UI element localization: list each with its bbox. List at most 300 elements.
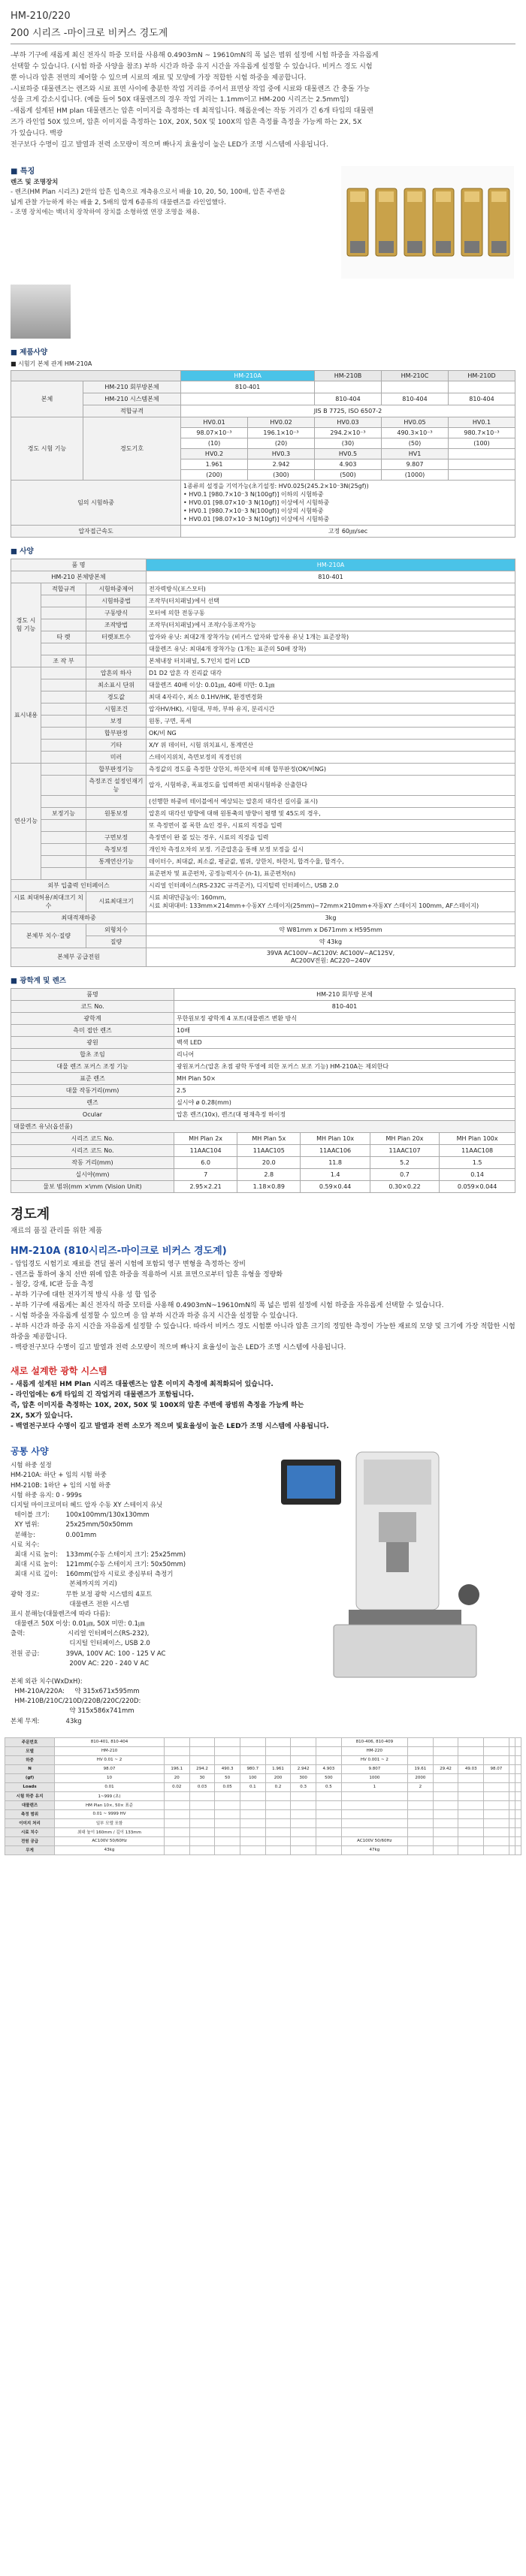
spec2-sub <box>86 655 147 667</box>
bottom-cell <box>316 1818 342 1827</box>
spec1-load-extra-line: • HV0.1 [980.7×10⁻3 N(100gf)] 이하의 시험하중 <box>183 490 324 498</box>
bottom-cell <box>408 1809 434 1818</box>
spec2-power-line: 39VA AC100V~AC120V: AC100V~AC125V, <box>266 949 395 957</box>
spec2-value: 측정면이 완 볼 있는 경우, 시료의 직경을 입력 <box>147 831 515 843</box>
bottom-cell <box>316 1737 342 1746</box>
common-spec-line: HM-210B: 1하단 + 임의 시험 하중 <box>11 1481 111 1490</box>
bottom-cell <box>515 1755 521 1764</box>
spec1-row-value: 810-401 <box>181 381 315 393</box>
spec2-value: 압자와 유닛: 최대2개 장착가능 (비커스 압자와 압자용 유닛 1개는 표준장착) <box>147 631 515 643</box>
new-optics-list <box>11 1380 515 1433</box>
bottom-cell <box>484 1845 509 1854</box>
section-spec-label: ■ 사양 <box>11 547 34 556</box>
bottom-cell <box>433 1845 458 1854</box>
bottom-cell: 196.1 <box>164 1764 189 1773</box>
bottom-cell: 98.07 <box>484 1764 509 1773</box>
big-subtitle: 재료의 품질 관리를 위한 제품 <box>11 1226 103 1235</box>
spec1-load-n2: 9.807 <box>382 459 449 469</box>
optics-lens-code-cell: 11AAC107 <box>370 1144 439 1156</box>
spec2-sub: 시험조건 <box>86 703 147 715</box>
spec2-key <box>41 867 86 879</box>
optics-key: Ocular <box>11 1108 174 1120</box>
spec2-key <box>41 643 86 655</box>
optics-fov-cell: 0.14 <box>440 1168 515 1180</box>
header-model: HM-210/220 <box>11 11 71 22</box>
optics-fov-label: 실시야(mm) <box>11 1168 174 1180</box>
spec1-side-any: 임의 시험하중 <box>11 480 181 525</box>
spec2-sub: 최소표시 단위 <box>86 679 147 691</box>
spec2-key: 조 작 부 <box>41 655 86 667</box>
common-spec-line: 최대 시료 높이: 133mm(수동 스테이지 크기: 25x25mm) <box>11 1550 186 1559</box>
bottom-cell: 0.3 <box>291 1782 316 1791</box>
spec1-row-value: 810-404 <box>382 393 449 405</box>
spec2-key <box>41 739 86 751</box>
bottom-cell: 대물렌즈 <box>5 1800 55 1809</box>
intro-line: 선택할 수 있습니다. (시험 하중 사양을 참조) 부하 시간과 하중 유지 시간을 자유롭게 설정할 수 있습니다. 비커스 경도 시험 <box>11 62 373 71</box>
spec2-key <box>41 619 86 631</box>
spec1-load-extra-line: • HV0.01 [98.07×10⁻3 N(10gf)] 이상에서 시험하중 <box>183 515 330 523</box>
bottom-cell <box>515 1764 521 1773</box>
bottom-cell <box>509 1845 515 1854</box>
bottom-cell <box>265 1800 291 1809</box>
spec2-key <box>41 819 86 831</box>
bottom-cell <box>316 1827 342 1836</box>
spec2-sub: 통계연산기능 <box>86 855 147 867</box>
bottom-cell <box>408 1836 434 1845</box>
bottom-cell <box>265 1755 291 1764</box>
bottom-cell <box>215 1809 240 1818</box>
bottom-cell <box>484 1800 509 1809</box>
bottom-cell <box>341 1800 407 1809</box>
spec2-sub <box>86 795 147 807</box>
bottom-cell <box>215 1737 240 1746</box>
bottom-cell <box>341 1791 407 1800</box>
bottom-cell <box>509 1773 515 1782</box>
bottom-cell: 측정 범위 <box>5 1809 55 1818</box>
bottom-cell <box>433 1791 458 1800</box>
bottom-cell <box>189 1818 215 1827</box>
common-spec-line: 디지털 마이크로미터 헤드 압자 수동 XY 스테이지 유닛 <box>11 1502 163 1509</box>
spec1-model: HM-210A <box>181 370 315 381</box>
spec2-value: 조작부(터치패널)에서 조작/수동조작가능 <box>147 619 515 631</box>
bottom-cell <box>458 1737 484 1746</box>
bottom-cell: 주문번호 <box>5 1737 55 1746</box>
common-spec-line: 시료 치수: <box>11 1541 40 1549</box>
bottom-cell: 20 <box>164 1773 189 1782</box>
spec2-load-label: 최대적재하중 <box>11 911 147 923</box>
spec2-value: (선행한 하중비 테이블에서 예상되는 압흔의 대각선 길이를 표시) <box>147 795 515 807</box>
spec2-value: 전자력방식(포스모터) <box>147 583 515 595</box>
optics-lens-col-cell: MH Plan 10x <box>301 1132 370 1144</box>
spec2-value: 본체내장 터치패널, 5.7인치 컬러 LCD <box>147 655 515 667</box>
spec2-key <box>41 775 86 795</box>
bottom-cell <box>408 1845 434 1854</box>
bottom-cell: 이미지 처리 <box>5 1818 55 1827</box>
bottom-cell <box>515 1800 521 1809</box>
bottom-cell <box>215 1791 240 1800</box>
optics-vv-cell: 0.59×0.44 <box>301 1180 370 1192</box>
optics-wd-cell: 1.5 <box>440 1156 515 1168</box>
spec1-load-col2: HV0.2 <box>181 448 248 459</box>
bottom-cell: 시료 치수 <box>5 1827 55 1836</box>
spec2-sub: 시험하중법 <box>86 595 147 607</box>
spec2-value: 측정값의 경도를 측정한 상한치, 하한치에 의해 합부판정(OK/비NG) <box>147 763 515 775</box>
section-optics-label: ■ 광학계 및 렌즈 <box>11 976 66 985</box>
bottom-cell <box>265 1845 291 1854</box>
bottom-cell: 1 <box>341 1782 407 1791</box>
common-spec-line: 대물렌즈 50X 이상: 0.01㎛, 50X 미만: 0.1㎛ <box>11 1620 145 1628</box>
bottom-cell: 29.42 <box>433 1764 458 1773</box>
bottom-cell <box>509 1818 515 1827</box>
spec2-value: 압자, 시험하중, 폭표경도를 입력하면 최대시험하중 산출한다 <box>147 775 515 795</box>
spec1-load-n2: 1.961 <box>181 459 248 469</box>
bottom-cell <box>458 1773 484 1782</box>
spec2-max-line: 시료 최대만큼높이: 160mm, <box>149 893 227 901</box>
spec1-row-value <box>448 381 515 393</box>
spec2-key <box>41 667 86 679</box>
spec2-value: X/Y 위 데이터, 시험 위치표시, 통계연산 <box>147 739 515 751</box>
bottom-cell: Loads <box>5 1782 55 1791</box>
bottom-cell: 4.903 <box>316 1764 342 1773</box>
spec2-sub: 합부판정 <box>86 727 147 739</box>
optics-fov-cell: 7 <box>174 1168 237 1180</box>
bottom-cell: 19.61 <box>408 1764 434 1773</box>
bottom-cell <box>509 1791 515 1800</box>
common-spec-line: 200V AC: 220 - 240 V AC <box>11 1659 149 1668</box>
bottom-cell <box>240 1800 265 1809</box>
spec1-load-extra-line: • HV0.01 [98.07×10⁻3 N(10gf)] 이상에서 시험하중 <box>183 499 330 506</box>
spec1-load-label: 경도기호 <box>83 417 180 480</box>
bottom-cell: HM-220 <box>341 1746 407 1755</box>
bottom-cell <box>164 1827 189 1836</box>
bottom-cell: 0.1 <box>240 1782 265 1791</box>
bottom-cell <box>291 1737 316 1746</box>
spec1-load-col: HV0.1 <box>448 417 515 427</box>
bottom-cell <box>408 1737 434 1746</box>
feature-item: - 렌즈(HM Plan 시리즈) 2만의 압흔 입축으로 계측용으로서 배율 10, 20, 50, 100배, 압흔 주변을 <box>11 188 286 197</box>
section-product-spec-label: ■ 제품사양 <box>11 348 47 357</box>
optics-key: 합초 조임 <box>11 1048 174 1060</box>
optics-lens-col-cell: MH Plan 2x <box>174 1132 237 1144</box>
spec1-empty <box>448 459 515 469</box>
optics-lens-col-cell: MH Plan 5x <box>237 1132 301 1144</box>
bottom-cell <box>509 1746 515 1755</box>
bottom-cell: 200 <box>265 1773 291 1782</box>
bottom-cell: 0.02 <box>164 1782 189 1791</box>
bottom-cell <box>291 1836 316 1845</box>
spec2-key <box>41 763 86 775</box>
new-optics-item: 즉, 압흔 이미지를 측정하는 10X, 20X, 50X 및 100X의 압흔 주변에 광범위 측정을 가능케 하는 <box>11 1401 304 1409</box>
big-title: 경도계 <box>11 1206 50 1222</box>
common-spec-line <box>11 1669 251 1677</box>
spec1-load-n: 294.2×10⁻³ <box>315 427 382 438</box>
spec2-dim-label: 본체부 치수·질량 <box>11 923 86 948</box>
spec1-load-col: HV0.03 <box>315 417 382 427</box>
spec2-group-name: 경도 시험 기능 <box>11 583 41 667</box>
spec2-value: 또 측정면이 볼 록한 쇼인 경우, 시료의 직경을 입력 <box>147 819 515 831</box>
bottom-cell: 하중 <box>5 1755 55 1764</box>
spec2-key <box>41 703 86 715</box>
bottom-cell <box>484 1746 509 1755</box>
bottom-cell: 10 <box>55 1773 165 1782</box>
spec2-key <box>41 691 86 703</box>
spec2-io-value: 시리얼 인터페이스(RS-232C 규격준거), 디지털력 인터페이스, USB 2.0 <box>147 879 515 891</box>
bottom-cell <box>316 1836 342 1845</box>
bottom-cell <box>215 1818 240 1827</box>
spec2-sub: 미러 <box>86 751 147 763</box>
bottom-cell <box>458 1818 484 1827</box>
spec2-value: OK/비 NG <box>147 727 515 739</box>
bottom-cell: N <box>5 1764 55 1773</box>
optics-fov-cell: 1.4 <box>301 1168 370 1180</box>
bottom-cell <box>458 1791 484 1800</box>
spec2-key <box>41 715 86 727</box>
bottom-cell <box>265 1809 291 1818</box>
bottom-cell <box>433 1773 458 1782</box>
spec2-table <box>11 559 515 967</box>
features-subtitle: 렌즈 및 조명장치 <box>11 178 59 186</box>
features-section <box>11 161 515 279</box>
bottom-cell <box>215 1755 240 1764</box>
spec2-value: 대물렌즈 40배 이상: 0.01㎛, 40배 미만: 0.1㎛ <box>147 679 515 691</box>
bottom-cell: 0.03 <box>189 1782 215 1791</box>
bottom-cell <box>515 1737 521 1746</box>
spec1-load-g: (20) <box>248 438 315 448</box>
common-spec-line: 최대 시료 높이: 121mm(수동 스테이지 크기: 50x50mm) <box>11 1561 186 1569</box>
spec2-key <box>41 831 86 843</box>
common-spec-lines <box>11 1461 251 1726</box>
optics-key: 렌즈 <box>11 1096 174 1108</box>
bottom-cell <box>515 1809 521 1818</box>
optics-value: 리니어 <box>174 1048 515 1060</box>
spec1-outer-label: 압자접근속도 <box>11 525 181 537</box>
spec2-value: 압흔의 대각선 방향에 대해 원통축의 방향이 평행 및 45도의 경우, <box>147 807 515 819</box>
bottom-cell <box>164 1818 189 1827</box>
bottom-cell <box>215 1827 240 1836</box>
optics-lens-col-cell: MH Plan 100x <box>440 1132 515 1144</box>
spec2-power-label: 본체부 공급전원 <box>11 948 147 966</box>
optics-key: 대물 렌즈 포커스 조정 기능 <box>11 1060 174 1072</box>
bottom-cell <box>484 1737 509 1746</box>
bottom-cell <box>515 1773 521 1782</box>
spec1-load-extra <box>181 480 515 525</box>
spec1-row-value: 810-404 <box>315 393 382 405</box>
spec1-load-g2: (200) <box>181 469 248 480</box>
spec2-key <box>41 751 86 763</box>
bottom-cell <box>341 1809 407 1818</box>
spec2-value: 데이터수, 최대값, 최소값, 평균값, 범위, 상한치, 하한치, 합격수율, 합격수, <box>147 855 515 867</box>
common-spec-line: HM-210A: 하단 + 임의 시험 하중 <box>11 1472 107 1480</box>
bottom-cell <box>215 1800 240 1809</box>
bottom-cell <box>484 1755 509 1764</box>
bottom-cell: 100 <box>240 1773 265 1782</box>
spec2-dim-value: 약 W81mm x D671mm x H595mm <box>147 923 515 935</box>
bottom-cell <box>316 1791 342 1800</box>
bottom-cell: 1~999 (초) <box>55 1791 165 1800</box>
bottom-cell: 0.01 <box>55 1782 165 1791</box>
bottom-cell <box>316 1809 342 1818</box>
spec1-load-col2: HV0.5 <box>315 448 382 459</box>
bottom-cell: 0.05 <box>215 1782 240 1791</box>
common-spec-line: 전원 공급: 39VA, 100V AC: 100 - 125 V AC <box>11 1650 166 1658</box>
bottom-cell: 1.961 <box>265 1764 291 1773</box>
optics-lens-col-label: 시리즈 코드 No. <box>11 1132 174 1144</box>
bottom-cell <box>215 1746 240 1755</box>
optics-value: 10배 <box>174 1024 515 1036</box>
section-optics <box>11 975 515 985</box>
intro-line: 즈가 라인업 50X 있으며, 압흔 이미지를 측정하는 10X, 20X, 50X 및 100X의 압흔 측정률 측정을 가능케 하는 2X, 5X <box>11 119 362 127</box>
bottom-cell <box>291 1827 316 1836</box>
bottom-cell <box>164 1800 189 1809</box>
spec1-row-value: JIS B 7725, ISO 6507-2 <box>181 405 515 417</box>
optics-key: 대물 작동거리(mm) <box>11 1084 174 1096</box>
spec1-row-value <box>181 393 315 405</box>
bottom-cell <box>433 1737 458 1746</box>
bottom-cell: 980.7 <box>240 1764 265 1773</box>
spec1-load-extra-line: • HV0.1 [980.7×10⁻3 N(100gf)] 이상의 시험하중 <box>183 507 324 514</box>
spec1-load-g: (10) <box>181 438 248 448</box>
optics-table <box>11 988 515 1193</box>
bottom-cell <box>189 1836 215 1845</box>
spec2-key <box>41 855 86 867</box>
optics-key: 표준 렌즈 <box>11 1072 174 1084</box>
hm-bullet: - 백광전구보다 수명이 길고 발열과 전력 소모량이 적으며 빠나지 효율성이 높은 LED가 조명 시스템에 사용됩니다. <box>11 1344 346 1352</box>
bottom-cell: 모델 <box>5 1746 55 1755</box>
spec2-value: 압자HV/HK), 시험대, 부하, 부하 유지, 분리시간 <box>147 703 515 715</box>
spec2-value: 최대 4자리수, 최소 0.1HV/HK, 환경변경화 <box>147 691 515 703</box>
intro-line: 성을 크게 감소시킵니다. (예를 들어 50X 대물렌즈의 경우 작업 거리는 1.1mm이고 HM-200 시리즈는 2.5mm임) <box>11 96 349 104</box>
section-product-spec <box>11 346 515 357</box>
bottom-cell <box>408 1755 434 1764</box>
common-spec-line: 약 315x586x741mm <box>11 1707 135 1716</box>
optics-value: 백색 LED <box>174 1036 515 1048</box>
bottom-cell <box>458 1845 484 1854</box>
optics-lens-code-label: 시리즈 코드 No. <box>11 1144 174 1156</box>
bottom-cell <box>189 1845 215 1854</box>
common-spec-text <box>11 1445 251 1727</box>
optics-value: 광원포커스(압흔 초점 광학 투영에 의한 포커스 보조 기능) HM-210A는 제외한다 <box>174 1060 515 1072</box>
bottom-cell <box>458 1800 484 1809</box>
hm-bullets <box>11 1260 515 1354</box>
bottom-cell <box>515 1818 521 1827</box>
bottom-cell: 0.5 <box>316 1782 342 1791</box>
common-spec-line: 본체 무게: 43kg <box>11 1717 82 1725</box>
bottom-cell <box>189 1809 215 1818</box>
spec1-row-value <box>315 381 382 393</box>
bottom-cell <box>458 1746 484 1755</box>
hm-heading: HM-210A (810시리즈-마이크로 비커스 경도계) <box>11 1245 227 1257</box>
spec1-model: HM-210C <box>382 370 449 381</box>
spec1-model: HM-210D <box>448 370 515 381</box>
spec1-empty <box>448 469 515 480</box>
spec2-power-line: AC200V전원: AC220~240V <box>291 957 370 964</box>
bottom-cell <box>240 1737 265 1746</box>
optics-fov-cell: 0.7 <box>370 1168 439 1180</box>
bottom-cell <box>189 1800 215 1809</box>
optics-product-value: HM-210 회부방 본체 <box>174 988 515 1000</box>
bottom-cell: 810-406, 810-409 <box>341 1737 407 1746</box>
hardness-tester-image <box>251 1445 515 1692</box>
bottom-cell <box>164 1836 189 1845</box>
spec1-load-n: 98.07×10⁻³ <box>181 427 248 438</box>
hm-bullet: - 렌즈를 통하여 옹치 선반 위에 압흔 하중을 적용하여 시료 표면으로부터 압흔 유형을 정량화 <box>11 1270 283 1279</box>
bottom-cell: 9.807 <box>341 1764 407 1773</box>
spec1-load-g: (30) <box>315 438 382 448</box>
spec2-sub <box>86 867 147 879</box>
bottom-cell <box>484 1782 509 1791</box>
bottom-cell <box>484 1791 509 1800</box>
bottom-cell <box>164 1737 189 1746</box>
bottom-cell: 500 <box>316 1773 342 1782</box>
spec1-load-n2: 4.903 <box>315 459 382 469</box>
bottom-cell <box>265 1827 291 1836</box>
optics-wd-cell: 6.0 <box>174 1156 237 1168</box>
bottom-cell: 2 <box>408 1782 434 1791</box>
bottom-cell <box>509 1737 515 1746</box>
bottom-cell: 294.2 <box>189 1764 215 1773</box>
bottom-cell: 2000 <box>408 1773 434 1782</box>
optics-wd-cell: 20.0 <box>237 1156 301 1168</box>
spec2-code-value: 810-401 <box>147 571 515 583</box>
spec2-value: D1 D2 압흔 각 진리값 대각 <box>147 667 515 679</box>
spec2-key <box>41 727 86 739</box>
bottom-cell: HM Plan 10×, 50× 표준 <box>55 1800 165 1809</box>
common-spec-line: 광학 경로: 무한 보정 광학 시스템의 4포트 <box>11 1590 153 1598</box>
spec1-row-label: HM-210 시스템본체 <box>83 393 180 405</box>
bottom-cell <box>291 1800 316 1809</box>
bottom-cell <box>189 1755 215 1764</box>
optics-value: MH Plan 50× <box>174 1072 515 1084</box>
spec2-sub <box>86 643 147 655</box>
spec2-code-label: HM-210 본체방본체 <box>11 571 147 583</box>
spec2-sub: 구동방식 <box>86 607 147 619</box>
spec2-sub: 측정보정 <box>86 843 147 855</box>
bottom-cell <box>164 1746 189 1755</box>
spec1-load-n: 196.1×10⁻³ <box>248 427 315 438</box>
bottom-cell <box>265 1791 291 1800</box>
bottom-cell <box>509 1782 515 1791</box>
bottom-cell: 490.3 <box>215 1764 240 1773</box>
spec1-outer-value: 고정 60㎛/sec <box>181 525 515 537</box>
bottom-cell: 전원 공급 <box>5 1836 55 1845</box>
intro-line: 전구보다 수명이 길고 발열과 전력 소모량이 적으며 빠나지 효율성이 높은 LED가 조명 시스템에 사용됩니다. <box>11 140 328 149</box>
spec2-sub: 시험하중제어 <box>86 583 147 595</box>
common-spec-line: HM-210B/210C/210D/220B/220C/220D: <box>11 1698 141 1706</box>
common-spec-line: 대물렌즈 전환 시스템 <box>11 1600 129 1608</box>
bottom-cell <box>408 1827 434 1836</box>
spec1-load-extra-line: 1종류의 설정을 기억가능(초기설정: HV0.025(245.2×10⁻3N(25gf)) <box>183 482 369 490</box>
bottom-cell: 일부 모델 포함 <box>55 1818 165 1827</box>
optics-vv-cell: 1.18×0.89 <box>237 1180 301 1192</box>
hm-bullet: - 철강, 강재, IC판 등을 측정 <box>11 1281 94 1289</box>
feature-item: - 조명 장치에는 백녀치 장착하여 장치를 소형하였 연장 조명을 채용. <box>11 209 200 217</box>
spec1-load-col2: HV1 <box>382 448 449 459</box>
bottom-cell <box>316 1845 342 1854</box>
bottom-cell <box>458 1755 484 1764</box>
features-text <box>11 161 341 279</box>
bottom-cell <box>291 1845 316 1854</box>
features-title: ■ 특징 <box>11 167 35 176</box>
bottom-cell: (gf) <box>5 1773 55 1782</box>
bottom-cell <box>484 1773 509 1782</box>
spec1-load-g2: (1000) <box>382 469 449 480</box>
spec2-value: 표준편차 및 표준편차, 공정능력지수 (n-1), 표준편차(n) <box>147 867 515 879</box>
spec2-product-value: HM-210A <box>147 559 515 571</box>
spec1-load-col: HV0.05 <box>382 417 449 427</box>
bottom-cell <box>240 1755 265 1764</box>
spec1-load-n: 980.7×10⁻³ <box>448 427 515 438</box>
spec2-key: 타 렛 <box>41 631 86 643</box>
